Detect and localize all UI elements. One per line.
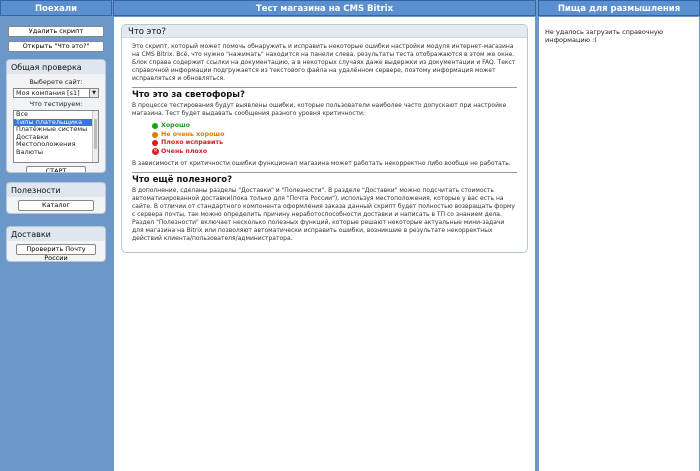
error-x-icon: ✕ (153, 148, 158, 155)
left-panel-body (1, 17, 111, 471)
level-verybad (152, 148, 517, 157)
utilities-title: Полезности (7, 183, 105, 197)
test-option[interactable]: Все (16, 111, 29, 118)
center-panel-title: Тест магазина на CMS Bitrix (113, 0, 536, 16)
test-label: Что тестируем: (29, 100, 83, 108)
site-select-value: Моя компания [s1] (16, 89, 80, 97)
center-panel (113, 0, 536, 471)
start-button[interactable]: СТАРТ (26, 166, 86, 173)
level-label: Очень плохо (161, 147, 208, 155)
delivery-box (6, 226, 106, 262)
useful-text: В дополнение, сделаны разделы "Доставки" и "Полезности". В разделе "Доставки" можно подсчитать стоимость автоматизированной доставки(пока только для "Почта России"), используя местоположения, которые у вас есть на сайте. В отличии от стандартного компонента оформления заказа данный скрипт будет полностью возвращать форму с сервера почты, так можно определить причину неработоспособности доставки и написать в ТП со знанием дела. Раздел "Полезности" включает несколько полезных функций, которые решают некоторые актуальные мини-задачи для магазина на Bitrix или позволяют автоматически исправить ошибки, возникшие в результате некорректных действий клиента/пользователя/администратора. (132, 187, 515, 242)
chevron-down-icon[interactable]: ▼ (89, 89, 98, 97)
info-card (121, 24, 528, 253)
right-panel-body (539, 17, 699, 471)
divider (132, 172, 517, 173)
general-check-box (6, 59, 106, 173)
level-label: Хорошо (161, 122, 191, 130)
delivery-title: Доставки (7, 227, 105, 241)
site-select[interactable] (13, 88, 99, 98)
delete-script-button[interactable]: Удалить скрипт (8, 26, 104, 37)
orange-dot-icon (152, 132, 158, 138)
level-good (152, 122, 517, 131)
open-whatis-button[interactable]: Открыть "Что это?" (8, 41, 104, 52)
site-label: Выберете сайт: (29, 78, 83, 86)
levels-legend (152, 122, 517, 156)
useful-heading: Что ещё полезного? (132, 175, 233, 185)
center-panel-body (114, 17, 535, 471)
level-notgood (152, 131, 517, 140)
general-check-title: Общая проверка (7, 60, 105, 74)
level-bad (152, 139, 517, 148)
test-option[interactable]: Платёжные системы (16, 126, 88, 134)
divider (132, 87, 517, 88)
red-dot-icon (152, 140, 158, 146)
catalog-button[interactable]: Каталог (18, 200, 94, 211)
left-panel (0, 0, 112, 471)
right-panel-title: Пища для размышления (538, 0, 700, 16)
level-label: Плохо исправить (161, 139, 224, 147)
help-load-error: Не удалось загрузить справочную информацию :( (545, 28, 664, 44)
left-panel-title: Поехали (0, 0, 112, 16)
traffic-text: В процессе тестирования будут выявлены ошибки, которые пользователи наиболее часто допускают при настройке магазина. Тест будет выдавать сообщения разного уровня критичности: (132, 102, 507, 117)
listbox-scrollbar[interactable] (92, 111, 98, 162)
test-listbox[interactable] (13, 110, 99, 163)
check-post-button[interactable]: Проверить Почту России (16, 244, 96, 255)
green-dot-icon (152, 123, 158, 129)
level-label: Не очень хорошо (161, 130, 225, 138)
test-option[interactable]: Доставки (16, 133, 49, 141)
traffic-heading: Что это за светофоры? (132, 90, 245, 100)
test-option[interactable]: Типы плательщика (14, 119, 92, 127)
traffic-footer: В зависимости от критичности ошибки функционал магазина может работать некорректно либо вообще не работать. (132, 160, 511, 167)
test-option[interactable]: Валюты (16, 148, 43, 156)
info-card-title: Что это? (122, 25, 527, 38)
right-panel (538, 0, 700, 471)
utilities-box (6, 182, 106, 214)
intro-text: Это скрипт, который может помочь обнаружить и исправить некоторые ошибки настройки модуля интернет-магазина на CMS Bitrix. Всё, что нужно "нажимать" находится на панели слева, результаты теста отображаются в этом же окне. Блок справа содержит ссылки на документацию, а в некоторых случаях даже выдержки из документации и FAQ. Текст справочной информации подгружается из текстового файла на удалённом сервере, поэтому информация может исправляться и обновляться. (132, 43, 516, 82)
test-option[interactable]: Местоположения (16, 141, 76, 149)
